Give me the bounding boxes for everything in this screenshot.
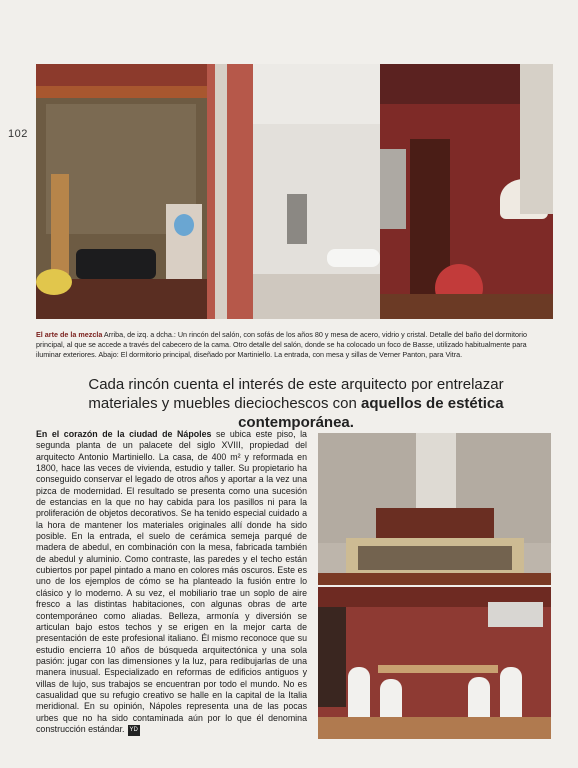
caption-text: Arriba, de izq. a dcha.: Un rincón del salón, con sofás de los años 80 y mesa de acero, vidrio y cristal. Detalle del baño del dormitorio principal, al que se accede a través del cabecero de la cama. Otro detalle del salón, donde se ha colocado un foco de Basse, utilizado habitualmente para iluminar exteriores. Abajo: El dormitorio principal, diseñado por Martiniello. La entrada, con mesa y sillas de Verner Panton, para Vitra.	[36, 330, 528, 359]
article-text: se ubica este piso, la segunda planta de un palacete del siglo XVIII, propiedad del arquitecto Antonio Martiniello. La casa, de 400 m² y reformada en 1800, hace las veces de vivienda, estudio y taller. Su propietario ha conseguido conservar el legado de otros años y aportar a la vez una pizca de modernidad. El resultado se presenta como una sucesión de estancias en la que no hay cabida para los pasillos ni para la proliferación de objetos decorativos. Se ha tenido especial cuidado a la hora de mantener los materiales originales allí donde ha sido posible. En la entrada, el suelo de cerámica semeja parqué de madera de abedul, en combinación con la mesa, fabricada también de abedul y aluminio. Como contraste, las paredes y el techo están cubiertos por papel pintado a mano en colores más oscuros. Este es uno de los ejemplos de cómo se ha planteado la fusión entre lo clásico y lo moderno. A su vez, el mobiliario trae un soplo de aire fresco a las distintas habitaciones, con algunas obras de arte contemporáneo como aliadas. Belleza, armonía y diversión se articulan bajo estos techos y se erigen en la mejor carta de presentación de este profesional italiano. Él mismo reconoce que su estudio encierra 10 años de búsqueda arquitectónica y una sola pasión: jugar con las dimensiones y la luz, para redibujarlas de una manera inusual. Especializado en reformas de edificios antiguos y villas de lujo, sus trabajos se encuentran por todo el mundo. No es casualidad que su refugio creativo se halle en la capital de la Italia meridional. En su opinión, Nápoles representa una de las pocas urbes que no ha sido contaminada aún por lo que él denomina construcción estándar.	[36, 429, 307, 734]
photo-living-room-corner	[36, 64, 207, 319]
photo-master-bedroom	[318, 433, 551, 585]
photo-salon-lamp	[380, 64, 553, 319]
pullquote-part2: de este arquitecto por entrelazar materiales y muebles dieciochescos con	[88, 376, 504, 412]
pullquote-part3: aquellos de estética contemporánea.	[238, 395, 504, 431]
photo-entrance-panton-chairs	[318, 587, 551, 739]
page-number: 102	[8, 128, 28, 140]
photo-caption	[36, 330, 553, 360]
caption-lead: El arte de la mezcla	[36, 330, 103, 339]
pull-quote	[56, 375, 536, 432]
pullquote-part1: Cada rincón cuenta el interés	[88, 376, 284, 393]
photo-bathroom-detail	[207, 64, 380, 319]
end-mark: YD	[128, 725, 140, 736]
article-lead: En el corazón de la ciudad de Nápoles	[36, 429, 212, 439]
article-body	[36, 429, 307, 736]
